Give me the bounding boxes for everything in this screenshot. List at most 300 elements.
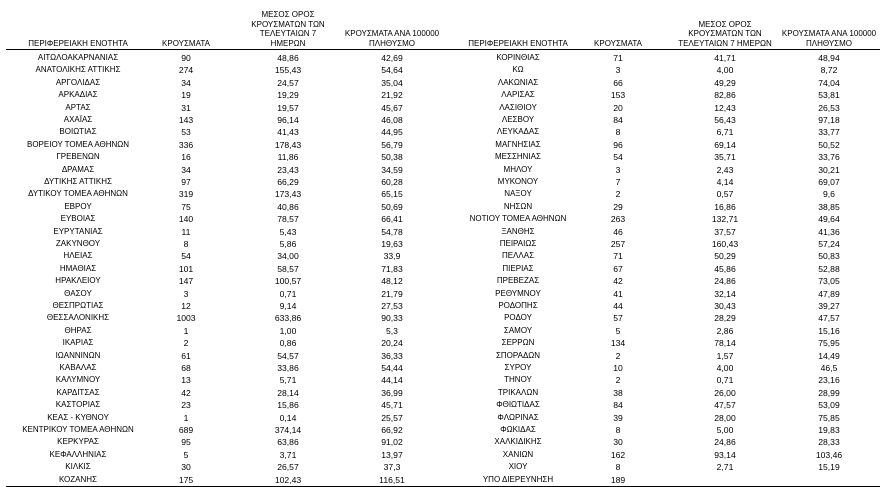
right-cases-cell: 3	[615, 164, 621, 175]
right-cases-cell: 39	[613, 412, 623, 423]
left-avg7d-cell: 96,14	[277, 115, 299, 125]
right-per100k-cell: 57,24	[818, 239, 840, 249]
left-region-cell: ΚΕΦΑΛΛΗΝΙΑΣ	[49, 449, 107, 459]
right-cases-cell: 7	[615, 177, 621, 187]
left-cases-cell: 143	[178, 115, 194, 125]
left-cases-cell: 8	[183, 239, 189, 249]
left-per100k-cell: 54,64	[381, 65, 403, 76]
left-cases-cell: 12	[181, 301, 191, 311]
right-cases-cell: 2	[615, 189, 621, 200]
left-cases-cell: 11	[181, 226, 191, 237]
right-per100k-cell: 69,07	[818, 177, 840, 187]
left-cases-cell: 2	[183, 338, 189, 349]
header-per100k-left: ΚΡΟΥΣΜΑΤΑ ΑΝΑ 100000 ΠΛΗΘΥΣΜΟ	[344, 29, 440, 48]
header-per100k-right: ΚΡΟΥΣΜΑΤΑ ΑΝΑ 100000 ΠΛΗΘΥΣΜΟ	[781, 29, 877, 48]
right-region-cell: ΤΡΙΚΑΛΩΝ	[497, 387, 539, 397]
right-per100k-cell	[779, 474, 879, 486]
left-avg7d-cell: 100,57	[274, 276, 302, 287]
header-avg7d-left: ΜΕΣΟΣ ΟΡΟΣ ΚΡΟΥΣΜΑΤΩΝ ΤΩΝ ΤΕΛΕΥΤΑΙΩΝ 7 ΗΜΕΡΩΝ	[251, 10, 325, 48]
right-cases-cell: 41	[613, 288, 623, 299]
left-per100k-cell: 34,59	[381, 164, 403, 175]
right-per100k-cell: 30,21	[818, 164, 840, 175]
left-cases-cell: 5	[183, 449, 189, 460]
left-per100k-cell: 19,63	[381, 239, 403, 249]
left-cases-cell: 61	[181, 350, 191, 361]
right-cases-cell: 57	[613, 313, 623, 324]
left-cases-cell: 1	[183, 412, 189, 423]
right-region-cell: ΛΑΣΙΘΙΟΥ	[499, 102, 537, 112]
left-cases-cell: 53	[181, 127, 191, 138]
left-avg7d-cell: 9,14	[279, 301, 297, 311]
left-avg7d-cell: 19,29	[277, 90, 299, 101]
left-cases-cell: 319	[178, 189, 194, 200]
right-per100k-cell: 46,5	[820, 363, 838, 373]
right-avg7d-cell	[676, 474, 774, 486]
left-avg7d-cell: 5,71	[279, 375, 297, 386]
left-region-cell: ΚΟΖΑΝΗΣ	[58, 474, 98, 484]
right-region-cell: ΡΟΔΟΠΗΣ	[498, 301, 538, 310]
right-cases-cell: 134	[610, 338, 626, 349]
right-per100k-cell: 15,19	[818, 462, 840, 473]
left-avg7d-cell: 28,14	[277, 387, 299, 398]
left-region-cell: ΒΟΡΕΙΟΥ ΤΟΜΕΑ ΑΘΗΝΩΝ	[26, 139, 130, 149]
right-avg7d-cell: 30,43	[714, 301, 736, 311]
left-region-cell: ΘΕΣΣΑΛΟΝΙΚΗΣ	[46, 313, 110, 323]
table-row	[0, 77, 889, 89]
left-avg7d-cell: 15,86	[277, 400, 299, 411]
table-row	[0, 64, 889, 76]
right-avg7d-cell: 26,00	[714, 387, 736, 398]
table-row	[0, 126, 889, 138]
right-cases-cell: 42	[613, 276, 623, 287]
right-avg7d-cell: 41,71	[714, 53, 736, 63]
right-cases-cell: 84	[613, 400, 623, 411]
table-row	[0, 436, 889, 448]
table-row	[0, 226, 889, 238]
left-cases-cell: 3	[183, 288, 189, 299]
left-per100k-cell: 21,92	[381, 90, 403, 101]
right-region-cell: ΣΑΜΟΥ	[503, 325, 533, 335]
left-region-cell: ΑΙΤΩΛΟΑΚΑΡΝΑΝΙΑΣ	[37, 53, 119, 62]
right-cases-cell: 162	[610, 449, 626, 460]
right-per100k-cell: 28,33	[818, 437, 840, 448]
right-avg7d-cell: 69,14	[714, 139, 736, 150]
right-avg7d-cell: 49,29	[714, 77, 736, 88]
left-cases-cell: 689	[178, 425, 194, 435]
right-region-cell: ΝΑΞΟΥ	[504, 189, 532, 199]
left-cases-cell: 101	[178, 263, 194, 274]
right-avg7d-cell: 0,57	[716, 189, 734, 200]
left-avg7d-cell: 33,86	[277, 363, 299, 373]
right-region-cell: ΛΑΡΙΣΑΣ	[501, 90, 535, 100]
left-per100k-cell: 33,9	[383, 251, 401, 262]
right-per100k-cell: 39,27	[818, 301, 840, 311]
left-avg7d-cell: 34,00	[277, 251, 299, 262]
right-avg7d-cell: 2,71	[716, 462, 734, 473]
left-avg7d-cell: 78,57	[277, 214, 299, 225]
right-per100k-cell: 75,85	[818, 412, 840, 423]
left-per100k-cell: 37,3	[383, 462, 401, 473]
right-region-cell: ΚΟΡΙΝΘΙΑΣ	[496, 53, 540, 62]
left-avg7d-cell: 5,86	[279, 239, 297, 249]
table-row	[0, 374, 889, 386]
left-region-cell: ΘΕΣΠΡΩΤΙΑΣ	[52, 301, 104, 310]
left-avg7d-cell: 48,86	[277, 53, 299, 63]
table-row	[0, 213, 889, 225]
right-region-cell: ΠΙΕΡΙΑΣ	[502, 263, 534, 273]
left-avg7d-cell: 40,86	[277, 201, 299, 212]
right-per100k-cell: 41,36	[818, 226, 840, 237]
left-avg7d-cell: 66,29	[277, 177, 299, 187]
right-avg7d-cell: 0,71	[716, 375, 734, 386]
left-cases-cell: 95	[181, 437, 191, 448]
right-avg7d-cell: 2,86	[716, 325, 734, 336]
right-cases-cell: 44	[613, 301, 623, 311]
left-cases-cell: 42	[181, 387, 191, 398]
right-per100k-cell: 53,09	[818, 400, 840, 411]
table-row	[0, 424, 889, 436]
right-per100k-cell: 9,6	[823, 189, 835, 200]
table-row	[0, 461, 889, 473]
left-per100k-cell: 46,08	[381, 115, 403, 125]
left-per100k-cell: 5,3	[386, 325, 398, 336]
left-per100k-cell: 36,33	[381, 350, 403, 361]
right-avg7d-cell: 37,57	[714, 226, 736, 237]
right-cases-cell: 5	[615, 325, 621, 336]
left-cases-cell: 68	[181, 363, 191, 373]
left-per100k-cell: 35,04	[381, 77, 403, 88]
left-per100k-cell: 54,44	[381, 363, 403, 373]
right-avg7d-cell: 160,43	[711, 239, 739, 249]
right-per100k-cell: 33,77	[818, 127, 840, 138]
right-region-cell: ΡΕΘΥΜΝΟΥ	[495, 288, 541, 298]
right-cases-cell: 153	[610, 90, 626, 101]
table-row	[0, 250, 889, 262]
table-row	[0, 164, 889, 176]
left-cases-cell: 147	[178, 276, 194, 287]
table-row	[0, 362, 889, 374]
left-avg7d-cell: 633,86	[274, 313, 302, 324]
right-per100k-cell: 50,83	[818, 251, 840, 262]
left-cases-cell: 34	[181, 164, 191, 175]
right-per100k-cell: 33,76	[818, 152, 840, 163]
left-region-cell: ΙΩΑΝΝΙΝΩΝ	[55, 350, 101, 360]
right-cases-cell: 2	[615, 350, 621, 361]
left-region-cell: ΕΥΡΥΤΑΝΙΑΣ	[53, 226, 103, 236]
right-cases-cell: 30	[613, 437, 623, 448]
right-region-cell: ΣΠΟΡΑΔΩΝ	[495, 350, 541, 360]
left-region-cell: ΔΥΤΙΚΗΣ ΑΤΤΙΚΗΣ	[44, 177, 112, 186]
right-avg7d-cell: 16,86	[714, 201, 736, 212]
left-region-cell: ΕΒΡΟΥ	[64, 201, 92, 211]
left-region-cell: ΚΑΡΔΙΤΣΑΣ	[56, 387, 100, 397]
left-avg7d-cell: 5,43	[279, 226, 297, 237]
right-cases-cell: 2	[615, 375, 621, 386]
left-avg7d-cell: 41,43	[277, 127, 299, 138]
right-cases-cell: 10	[613, 363, 623, 373]
right-region-cell: ΛΕΥΚΑΔΑΣ	[496, 127, 540, 137]
left-cases-cell: 90	[181, 53, 191, 63]
left-cases-cell: 19	[181, 90, 191, 101]
left-cases-cell: 140	[178, 214, 194, 225]
table-row	[0, 89, 889, 101]
right-avg7d-cell: 32,14	[714, 288, 736, 299]
header-region-right: ΠΕΡΙΦΕΡΕΙΑΚΗ ΕΝΟΤΗΤΑ	[468, 38, 568, 48]
right-avg7d-cell: 50,29	[714, 251, 736, 262]
right-region-cell: ΧΙΟΥ	[508, 462, 528, 472]
left-avg7d-cell: 26,57	[277, 462, 299, 473]
table-row	[0, 449, 889, 461]
left-per100k-cell: 56,79	[381, 139, 403, 150]
right-avg7d-cell: 24,86	[714, 437, 736, 448]
right-avg7d-cell: 4,00	[716, 363, 734, 373]
right-region-cell: ΛΕΣΒΟΥ	[501, 115, 535, 124]
left-per100k-cell: 27,53	[381, 301, 403, 311]
left-per100k-cell: 20,24	[381, 338, 403, 349]
left-avg7d-cell: 0,14	[279, 412, 297, 423]
left-region-cell: ΚΑΒΑΛΑΣ	[59, 363, 97, 372]
right-cases-cell: 66	[613, 77, 623, 88]
left-per100k-cell: 44,14	[381, 375, 403, 386]
right-region-cell: ΜΥΚΟΝΟΥ	[497, 177, 539, 186]
left-region-cell: ΑΝΑΤΟΛΙΚΗΣ ΑΤΤΙΚΗΣ	[35, 65, 121, 75]
right-cases-cell: 84	[613, 115, 623, 125]
right-avg7d-cell: 132,71	[711, 214, 739, 225]
left-avg7d-cell: 63,86	[277, 437, 299, 448]
left-region-cell: ΚΙΛΚΙΣ	[65, 462, 91, 472]
right-region-cell: ΝΗΣΩΝ	[503, 201, 533, 211]
right-avg7d-cell: 6,71	[716, 127, 734, 138]
right-per100k-cell: 52,88	[818, 263, 840, 274]
left-region-cell: ΘΑΣΟΥ	[64, 288, 92, 298]
left-avg7d-cell: 374,14	[274, 425, 302, 435]
left-cases-cell: 30	[181, 462, 191, 473]
right-per100k-cell: 50,52	[818, 139, 840, 150]
right-per100k-cell: 14,49	[818, 350, 840, 361]
left-region-cell: ΕΥΒΟΙΑΣ	[60, 214, 96, 224]
right-region-cell: ΜΗΛΟΥ	[503, 164, 533, 174]
left-cases-cell: 75	[181, 201, 191, 212]
right-avg7d-cell: 1,57	[716, 350, 734, 361]
left-region-cell: ΚΑΣΤΟΡΙΑΣ	[55, 400, 101, 410]
right-avg7d-cell: 28,00	[714, 412, 736, 423]
left-region-cell: ΔΥΤΙΚΟΥ ΤΟΜΕΑ ΑΘΗΝΩΝ	[28, 189, 128, 199]
left-cases-cell: 16	[181, 152, 191, 163]
right-cases-cell: 8	[615, 462, 621, 473]
table-row	[0, 52, 889, 64]
right-region-cell: ΛΑΚΩΝΙΑΣ	[497, 77, 539, 87]
table-row	[0, 312, 889, 324]
table-row	[0, 176, 889, 188]
left-cases-cell: 97	[181, 177, 191, 187]
left-avg7d-cell: 102,43	[274, 474, 302, 485]
table-row	[0, 325, 889, 337]
table-row	[0, 387, 889, 399]
right-avg7d-cell: 35,71	[714, 152, 736, 163]
right-avg7d-cell: 12,43	[714, 102, 736, 113]
right-avg7d-cell: 4,00	[716, 65, 734, 76]
right-region-cell: ΜΕΣΣΗΝΙΑΣ	[495, 152, 541, 162]
right-region-cell: ΧΑΝΙΩΝ	[502, 449, 534, 459]
right-per100k-cell: 49,64	[818, 214, 840, 225]
right-avg7d-cell: 78,14	[714, 338, 736, 349]
right-region-cell: ΠΡΕΒΕΖΑΣ	[496, 276, 540, 286]
left-per100k-cell: 36,99	[381, 387, 403, 398]
left-per100k-cell: 45,67	[381, 102, 403, 113]
left-per100k-cell: 71,83	[381, 263, 403, 274]
left-region-cell: ΗΜΑΘΙΑΣ	[59, 263, 97, 273]
right-region-cell: ΥΠΟ ΔΙΕΡΕΥΝΗΣΗ	[482, 474, 554, 484]
left-per100k-cell: 42,69	[381, 53, 403, 63]
right-cases-cell: 8	[615, 425, 621, 435]
left-per100k-cell: 116,51	[379, 474, 405, 485]
left-cases-cell: 274	[178, 65, 194, 76]
right-region-cell: ΦΩΚΙΔΑΣ	[500, 425, 536, 434]
left-avg7d-cell: 0,71	[279, 288, 297, 299]
right-per100k-cell: 15,16	[818, 325, 840, 336]
right-cases-cell: 54	[613, 152, 623, 163]
right-region-cell: ΠΕΛΛΑΣ	[501, 251, 535, 261]
right-cases-cell: 67	[613, 263, 623, 274]
header-cases-left: ΚΡΟΥΣΜΑΤΑ	[162, 38, 210, 48]
header-avg7d-right: ΜΕΣΟΣ ΟΡΟΣ ΚΡΟΥΣΜΑΤΩΝ ΤΩΝ ΤΕΛΕΥΤΑΙΩΝ 7 ΗΜΕΡΩΝ	[678, 19, 772, 48]
right-per100k-cell: 23,16	[818, 375, 840, 386]
right-per100k-cell: 19,83	[818, 425, 840, 435]
left-region-cell: ΑΡΤΑΣ	[65, 102, 91, 112]
left-region-cell: ΓΡΕΒΕΝΩΝ	[56, 152, 100, 162]
table-row	[0, 474, 889, 486]
left-avg7d-cell: 178,43	[274, 139, 302, 150]
right-cases-cell: 46	[613, 226, 623, 237]
left-per100k-cell: 45,71	[381, 400, 403, 411]
left-avg7d-cell: 1,00	[279, 325, 297, 336]
right-per100k-cell: 73,05	[818, 276, 840, 287]
right-per100k-cell: 38,85	[818, 201, 840, 212]
left-per100k-cell: 91,02	[381, 437, 403, 448]
left-region-cell: ΙΚΑΡΙΑΣ	[62, 338, 94, 348]
right-per100k-cell: 74,04	[818, 77, 840, 88]
left-avg7d-cell: 24,57	[277, 77, 299, 88]
left-region-cell: ΚΕΝΤΡΙΚΟΥ ΤΟΜΕΑ ΑΘΗΝΩΝ	[22, 425, 134, 434]
right-avg7d-cell: 28,29	[714, 313, 736, 324]
left-avg7d-cell: 173,43	[274, 189, 302, 200]
right-region-cell: ΚΩ	[512, 65, 524, 75]
right-avg7d-cell: 4,14	[716, 177, 734, 187]
right-cases-cell: 71	[613, 53, 623, 63]
left-per100k-cell: 50,38	[381, 152, 403, 163]
left-avg7d-cell: 58,57	[277, 263, 299, 274]
table-row	[0, 263, 889, 275]
right-region-cell: ΡΟΔΟΥ	[504, 313, 532, 323]
right-avg7d-cell: 45,86	[714, 263, 736, 274]
left-region-cell: ΑΡΓΟΛΙΔΑΣ	[55, 77, 101, 87]
table-row	[0, 300, 889, 312]
right-avg7d-cell: 47,57	[714, 400, 736, 411]
right-avg7d-cell: 24,86	[714, 276, 736, 287]
right-region-cell: ΣΕΡΡΩΝ	[501, 338, 535, 348]
right-per100k-cell: 75,95	[818, 338, 840, 349]
right-region-cell: ΤΗΝΟΥ	[504, 375, 532, 385]
right-cases-cell: 71	[613, 251, 623, 262]
right-per100k-cell: 47,89	[818, 288, 840, 299]
left-per100k-cell: 25,57	[381, 412, 403, 423]
left-avg7d-cell: 155,43	[274, 65, 302, 76]
left-region-cell: ΗΡΑΚΛΕΙΟΥ	[55, 276, 101, 286]
right-cases-cell: 257	[610, 239, 626, 249]
table-row	[0, 201, 889, 213]
table-row	[0, 139, 889, 151]
right-per100k-cell: 28,99	[818, 387, 840, 398]
left-cases-cell: 31	[181, 102, 191, 113]
left-per100k-cell: 54,78	[381, 226, 403, 237]
right-per100k-cell: 47,57	[818, 313, 840, 324]
left-region-cell: ΘΗΡΑΣ	[64, 325, 92, 335]
left-per100k-cell: 60,28	[381, 177, 403, 187]
left-cases-cell: 336	[178, 139, 194, 150]
table-row	[0, 238, 889, 250]
left-cases-cell: 54	[181, 251, 191, 262]
left-per100k-cell: 44,95	[381, 127, 403, 138]
table-row	[0, 350, 889, 362]
right-cases-cell: 96	[613, 139, 623, 150]
right-region-cell: ΠΕΙΡΑΙΩΣ	[499, 239, 537, 248]
right-region-cell: ΜΑΓΝΗΣΙΑΣ	[495, 139, 541, 149]
left-per100k-cell: 48,12	[381, 276, 403, 287]
left-avg7d-cell: 11,86	[277, 152, 299, 163]
left-region-cell: ΗΛΕΙΑΣ	[63, 251, 93, 261]
right-cases-cell: 263	[610, 214, 626, 225]
right-region-cell: ΣΥΡΟΥ	[504, 363, 532, 372]
right-per100k-cell: 8,72	[820, 65, 838, 76]
left-cases-cell: 34	[181, 77, 191, 88]
left-avg7d-cell: 19,57	[277, 102, 299, 113]
left-per100k-cell: 13,97	[381, 449, 403, 460]
header-region-left: ΠΕΡΙΦΕΡΕΙΑΚΗ ΕΝΟΤΗΤΑ	[28, 38, 128, 48]
table-row	[0, 151, 889, 163]
right-cases-cell: 29	[613, 201, 623, 212]
table-row	[0, 102, 889, 114]
left-region-cell: ΑΧΑΪΑΣ	[63, 115, 93, 124]
left-cases-cell: 13	[181, 375, 191, 386]
right-per100k-cell: 53,81	[818, 90, 840, 101]
right-avg7d-cell: 2,43	[716, 164, 734, 175]
right-per100k-cell: 103,46	[815, 449, 843, 460]
left-per100k-cell: 50,69	[381, 201, 403, 212]
left-avg7d-cell: 23,43	[277, 164, 299, 175]
right-cases-cell: 20	[613, 102, 623, 113]
right-cases-cell: 8	[615, 127, 621, 138]
right-per100k-cell: 48,94	[818, 53, 840, 63]
left-cases-cell: 1	[183, 325, 189, 336]
left-region-cell: ΚΕΑΣ - ΚΥΘΝΟΥ	[47, 412, 109, 422]
left-region-cell: ΔΡΑΜΑΣ	[61, 164, 95, 174]
right-region-cell: ΦΛΩΡΙΝΑΣ	[497, 412, 539, 422]
left-per100k-cell: 65,15	[381, 189, 403, 200]
right-cases-cell: 3	[615, 65, 621, 76]
left-per100k-cell: 90,33	[381, 313, 403, 324]
left-per100k-cell: 66,92	[381, 425, 403, 435]
header-cases-right: ΚΡΟΥΣΜΑΤΑ	[594, 38, 642, 48]
left-region-cell: ΚΕΡΚΥΡΑΣ	[57, 437, 99, 447]
left-region-cell: ΒΟΙΩΤΙΑΣ	[59, 127, 97, 137]
left-cases-cell: 1003	[176, 313, 196, 324]
right-region-cell: ΞΑΝΘΗΣ	[501, 226, 535, 236]
right-avg7d-cell: 82,86	[714, 90, 736, 101]
left-region-cell: ΑΡΚΑΔΙΑΣ	[58, 90, 98, 100]
table-row	[0, 114, 889, 126]
left-avg7d-cell: 54,57	[277, 350, 299, 361]
right-avg7d-cell: 5,00	[716, 425, 734, 435]
